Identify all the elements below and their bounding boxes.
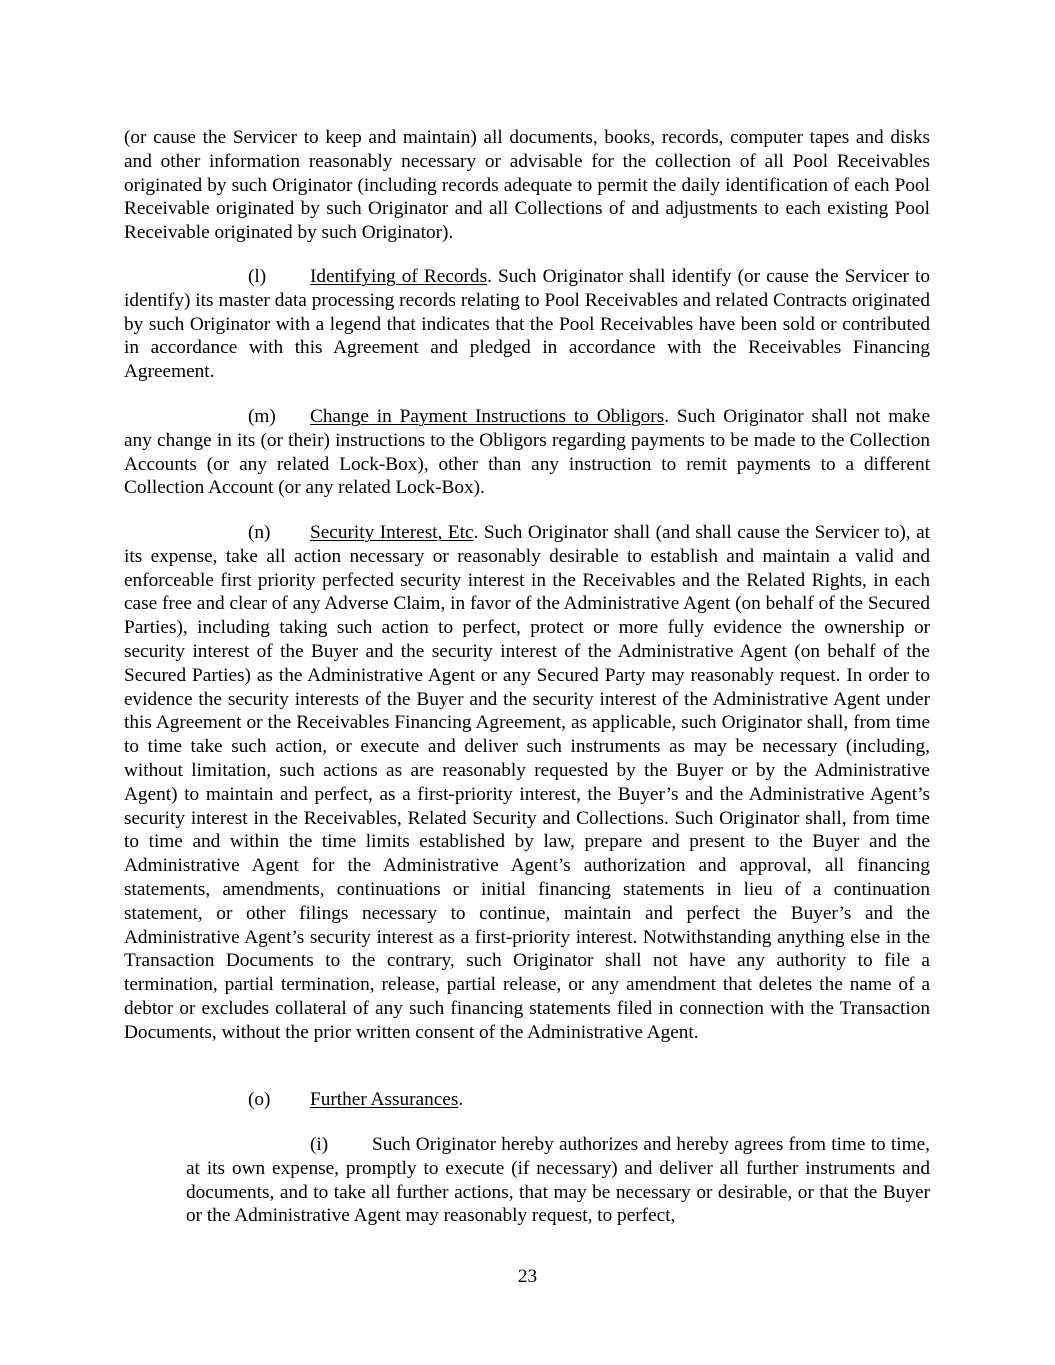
continuation-text: (or cause the Servicer to keep and maintain) all documents, books, records, computer tapes and disks and other information reasonably necessary or advisable for the collection of all Pool Receivables originated by such Originator (including records adequate to permit the daily identification of each Pool Receivable originated by such Originator and all Collections of and adjustments to each existing Pool Receivable originated by such Originator). bbox=[124, 127, 930, 244]
section-o-body: . bbox=[458, 1089, 464, 1110]
section-o-label: (o) bbox=[248, 1089, 271, 1110]
section-n-heading: Security Interest, Etc bbox=[310, 522, 474, 543]
section-o bbox=[124, 1088, 930, 1112]
page-number: 23 bbox=[517, 1266, 538, 1287]
section-m bbox=[124, 405, 930, 500]
subsection-i bbox=[186, 1133, 930, 1228]
section-l-heading: Identifying of Records bbox=[310, 266, 488, 287]
section-n-body: . Such Originator shall (and shall cause the Servicer to), at its expense, take all action necessary or reasonably desirable to establish and maintain a valid and enforceable first priority perfected security interest in the Receivables and the Related Rights, in each case free and clear of any Adverse Claim, in favor of the Administrative Agent (on behalf of the Secured Parties), including taking such action to perfect, protect or more fully evidence the ownership or security interest of the Buyer and the security interest of the Administrative Agent (on behalf of the Secured Parties) as the Administrative Agent or any Secured Party may reasonably request. In order to evidence the security interests of the Buyer and the security interest of the Administrative Agent under this Agreement or the Receivables Financing Agreement, as applicable, such Originator shall, from time to time take such action, or execute and deliver such instruments as may be necessary (including, without limitation, such actions as are reasonably requested by the Buyer or by the Administrative Agent) to maintain and perfect, as a first-priority interest, the Buyer’s and the Administrative Agent’s security interest in the Receivables, Related Security and Collections. Such Originator shall, from time to time and within the time limits established by law, prepare and present to the Buyer and the Administrative Agent for the Administrative Agent’s authorization and approval, all financing statements, amendments, continuations or initial financing statements in lieu of a continuation statement, or other filings necessary to continue, maintain and perfect the Buyer’s and the Administrative Agent’s security interest as a first-priority interest. Notwithstanding anything else in the Transaction Documents to the contrary, such Originator shall not have any authority to file a termination, partial termination, release, partial release, or any amendment that deletes the name of a debtor or excludes collateral of any such financing statements filed in connection with the Transaction Documents, without the prior written consent of the Administrative Agent. bbox=[124, 522, 930, 1043]
section-l-label: (l) bbox=[248, 266, 267, 287]
section-m-body: . Such Originator shall not make any change in its (or their) instructions to the Obligors regarding payments to be made to the Collection Accounts (or any related Lock-Box), other than any instruction to remit payments to a different Collection Account (or any related Lock-Box). bbox=[124, 406, 931, 499]
section-n bbox=[124, 521, 930, 1045]
section-l-body: . Such Originator shall identify (or cause the Servicer to identify) its master data processing records relating to Pool Receivables and related Contracts originated by such Originator with a legend that indicates that the Pool Receivables have been sold or contributed in accordance with this Agreement and pledged in accordance with the Receivables Financing Agreement. bbox=[124, 266, 931, 383]
section-m-label: (m) bbox=[248, 406, 276, 427]
section-m-heading: Change in Payment Instructions to Obligors bbox=[310, 406, 665, 427]
section-n-label: (n) bbox=[248, 522, 271, 543]
section-o-heading: Further Assurances bbox=[310, 1089, 459, 1110]
subsection-i-label: (i) bbox=[310, 1134, 329, 1155]
subsection-i-body: Such Originator hereby authorizes and hereby agrees from time to time, at its own expense, promptly to execute (if necessary) and deliver all further instruments and documents, and to take all further actions, that may be necessary or desirable, or that the Buyer or the Administrative Agent may reasonably request, to perfect, bbox=[186, 1134, 930, 1227]
section-l bbox=[124, 265, 930, 384]
continuation-paragraph bbox=[124, 126, 930, 245]
